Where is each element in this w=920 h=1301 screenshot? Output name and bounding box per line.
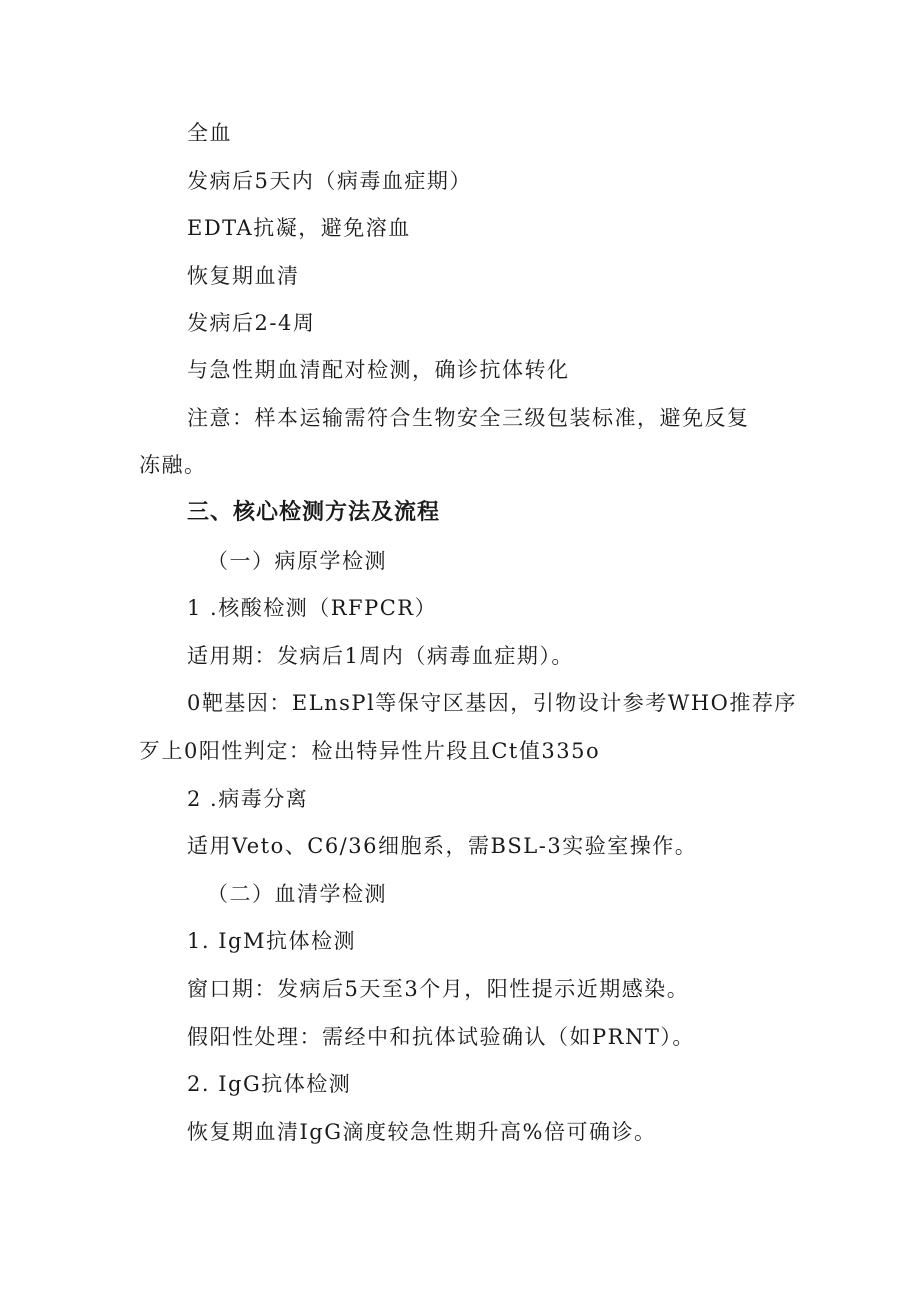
- subsection-heading-pathogen: （一）病原学检测: [207, 549, 387, 573]
- text-line-convalescent-serum: 恢复期血清: [187, 264, 300, 288]
- item-heading-igm: 1. IgM抗体检测: [187, 929, 356, 953]
- subsection-heading-serology: （二）血清学检测: [207, 882, 387, 906]
- text-line-cell-lines: 适用Veto、C6/36细胞系，需BSL-3实验室操作。: [187, 834, 698, 858]
- text-line-false-positive: 假阳性处理：需经中和抗体试验确认（如PRNT）。: [187, 1025, 695, 1049]
- text-line-whole-blood: 全血: [187, 121, 232, 145]
- text-line-paired-test: 与急性期血清配对检测，确诊抗体转化: [187, 358, 570, 382]
- text-line-edta: EDTA抗凝，避免溶血: [187, 216, 411, 240]
- text-line-igg-titer: 恢复期血清IgG滴度较急性期升高%倍可确诊。: [187, 1120, 657, 1144]
- text-line-timing-weeks: 发病后2-4周: [187, 311, 316, 335]
- text-line-positive-criteria: 歹上0阳性判定：检出特异性片段且Ct值335o: [139, 739, 601, 763]
- text-line-target-gene: 0靶基因：ELnsPl等保守区基因，引物设计参考WHO推荐序: [187, 691, 797, 715]
- text-line-note-continued: 冻融。: [139, 453, 207, 477]
- section-heading: 三、核心检测方法及流程: [187, 500, 441, 525]
- text-line-window-period: 窗口期：发病后5天至3个月，阳性提示近期感染。: [187, 977, 690, 1001]
- text-line-applicable-period: 适用期：发病后1周内（病毒血症期）。: [187, 644, 574, 668]
- text-line-timing-viremia: 发病后5天内（病毒血症期）: [187, 169, 472, 193]
- text-line-note: 注意：样本运输需符合生物安全三级包装标准，避免反复: [187, 406, 750, 430]
- item-heading-virus-isolation: 2 .病毒分离: [187, 787, 309, 811]
- item-heading-igg: 2. IgG抗体检测: [187, 1072, 352, 1096]
- item-heading-nucleic-acid: 1 .核酸检测（RFPCR）: [187, 596, 438, 620]
